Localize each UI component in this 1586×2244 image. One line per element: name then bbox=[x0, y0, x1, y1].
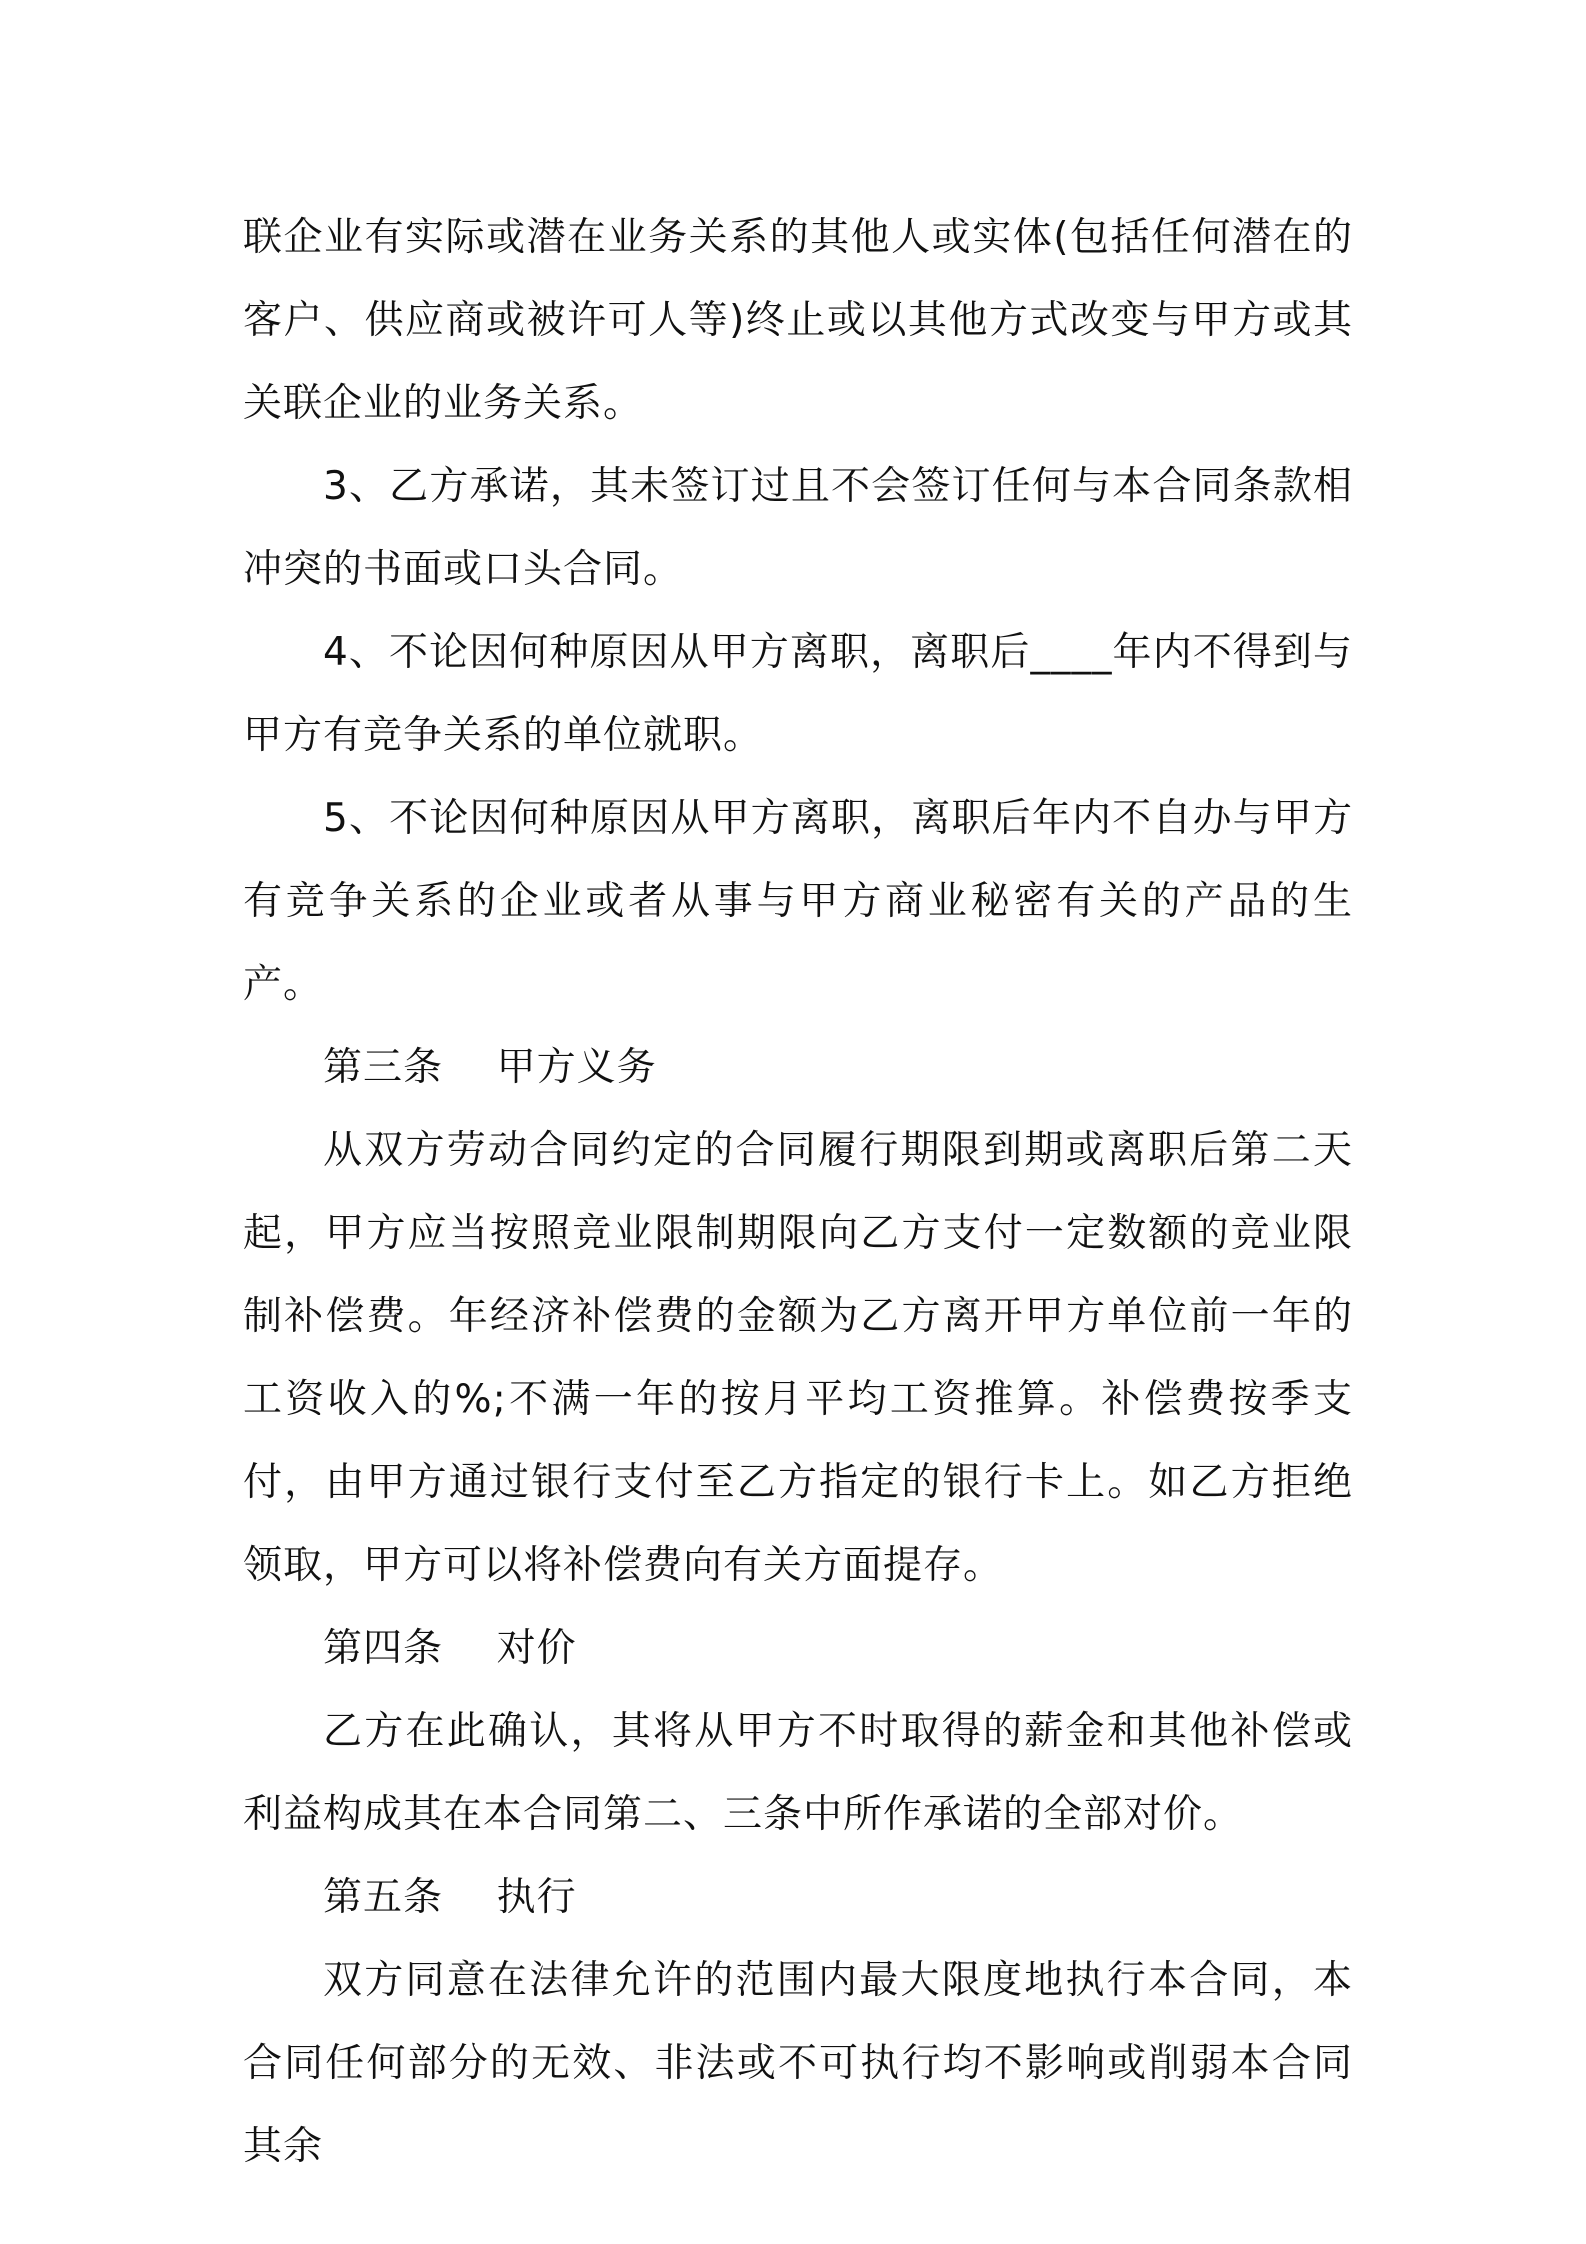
article-4-heading: 第四条 对价 bbox=[323, 1626, 577, 1671]
article-4-paragraph: 乙方在此确认，其将从甲方不时取得的薪金和其他补偿或利益构成其在本合同第二、三条中所作承诺的全部对价。 bbox=[243, 1709, 1353, 1837]
clause-5-paragraph: 5、不论因何种原因从甲方离职，离职后年内不自办与甲方有竞争关系的企业或者从事与甲方商业秘密有关的产品的生产。 bbox=[243, 796, 1353, 1007]
paragraph-continuation: 联企业有实际或潜在业务关系的其他人或实体(包括任何潜在的客户、供应商或被许可人等)终止或以其他方式改变与甲方或其关联企业的业务关系。 bbox=[243, 215, 1353, 426]
document-body bbox=[243, 196, 1353, 2188]
clause-4-paragraph: 4、不论因何种原因从甲方离职，离职后____年内不得到与甲方有竞争关系的单位就职。 bbox=[243, 630, 1353, 758]
article-5-heading: 第五条 执行 bbox=[323, 1875, 577, 1920]
article-3-paragraph: 从双方劳动合同约定的合同履行期限到期或离职后第二天起，甲方应当按照竞业限制期限向乙方支付一定数额的竞业限制补偿费。年经济补偿费的金额为乙方离开甲方单位前一年的工资收入的%;不满一年的按月平均工资推算。补偿费按季支付，由甲方通过银行支付至乙方指定的银行卡上。如乙方拒绝领取，甲方可以将补偿费向有关方面提存。 bbox=[243, 1128, 1353, 1588]
article-5-paragraph: 双方同意在法律允许的范围内最大限度地执行本合同，本合同任何部分的无效、非法或不可执行均不影响或削弱本合同其余 bbox=[243, 1958, 1353, 2169]
article-3-heading: 第三条 甲方义务 bbox=[323, 1045, 657, 1090]
clause-3-paragraph: 3、乙方承诺，其未签订过且不会签订任何与本合同条款相冲突的书面或口头合同。 bbox=[243, 464, 1353, 592]
